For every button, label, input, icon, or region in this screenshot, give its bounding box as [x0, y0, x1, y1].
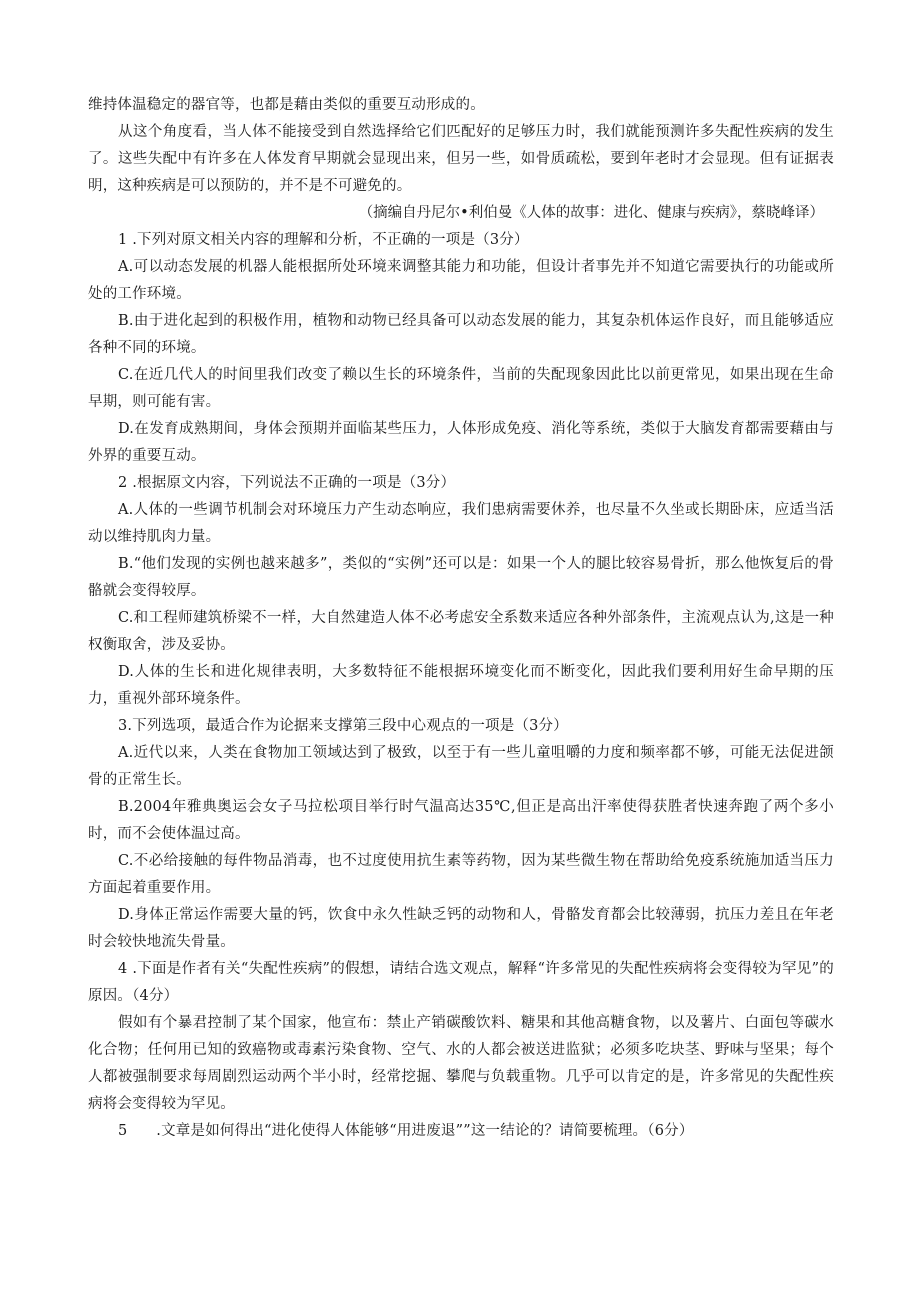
option-d: D.人体的生长和进化规律表明，大多数特征不能根据环境变化而不断变化，因此我们要利用好生命早期的压力，重视外部环境条件。 [88, 664, 834, 707]
option-a: A.近代以来，人类在食物加工领域达到了极致，以至于有一些儿童咀嚼的力度和频率都不够，可能无法促进颌骨的正常生长。 [88, 745, 834, 788]
question-2 [88, 470, 834, 713]
question-3 [88, 713, 834, 956]
option-c: C.在近几代人的时间里我们改变了赖以生长的环境条件，当前的失配现象因此比以前更常见，如果出现在生命早期，则可能有害。 [88, 367, 834, 410]
option-b: B.“他们发现的实例也越来越多”，类似的“实例”还可以是：如果一个人的腿比较容易骨折，那么他恢复后的骨骼就会变得较厚。 [88, 556, 834, 599]
option-d: D.身体正常运作需要大量的钙，饮食中永久性缺乏钙的动物和人，骨骼发育都会比较薄弱，抗压力差且在年老时会较快地流失骨量。 [88, 907, 834, 950]
option-a: A.可以动态发展的机器人能根据所处环境来调整其能力和功能，但设计者事先并不知道它需要执行的功能或所处的工作环境。 [88, 259, 834, 302]
passage-source: （摘编自丹尼尔•利伯曼《人体的故事：进化、健康与疾病》，蔡晓峰译） [358, 205, 824, 221]
question-5 [88, 1118, 834, 1145]
question-1 [88, 227, 834, 470]
question-stem: 3.下列选项，最适合作为论据来支撑第三段中心观点的一项是（3分） [118, 718, 568, 734]
option-d: D.在发育成熟期间，身体会预期并面临某些压力，人体形成免疫、消化等系统，类似于大脑发育都需要藉由与外界的重要互动。 [88, 421, 834, 464]
question-stem: 5 .文章是如何得出“进化使得人体能够“用进废退””这一结论的？请简要梳理。（6分） [118, 1123, 694, 1139]
passage-paragraph-last: 从这个角度看，当人体不能接受到自然选择给它们匹配好的足够压力时，我们就能预测许多失配性疾病的发生了。这些失配中有许多在人体发育早期就会显现出来，但另一些，如骨质疏松，要到年老时才会显现。但有证据表明，这种疾病是可以预防的，并不是不可避免的。 [88, 124, 834, 194]
question-stem: 2 .根据原文内容，下列说法不正确的一项是（3分） [118, 475, 456, 491]
question-stem: 4 .下面是作者有关“失配性疾病”的假想，请结合选文观点，解释“许多常见的失配性疾病将会变得较为罕见”的原因。（4分） [88, 961, 834, 1004]
question-stem: 1 .下列对原文相关内容的理解和分析，不正确的一项是（3分） [118, 232, 529, 248]
option-b: B.由于进化起到的积极作用，植物和动物已经具备可以动态发展的能力，其复杂机体运作良好，而且能够适应各种不同的环境。 [88, 313, 834, 356]
document-page [88, 92, 834, 1145]
option-b: B.2004年雅典奥运会女子马拉松项目举行时气温高达35℃,但正是高出汗率使得获胜者快速奔跑了两个多小时，而不会使体温过高。 [88, 799, 834, 842]
passage-paragraph-end: 维持体温稳定的器官等，也都是藉由类似的重要互动形成的。 [88, 97, 485, 113]
option-c: C.不必给接触的每件物品消毒，也不过度使用抗生素等药物，因为某些微生物在帮助给免疫系统施加适当压力方面起着重要作用。 [88, 853, 834, 896]
option-c: C.和工程师建筑桥梁不一样，大自然建造人体不必考虑安全系数来适应各种外部条件，主流观点认为,这是一种权衡取舍，涉及妥协。 [88, 610, 834, 653]
question-material: 假如有个暴君控制了某个国家，他宣布：禁止产销碳酸饮料、糖果和其他高糖食物，以及薯片、白面包等碳水化合物；任何用已知的致癌物或毒素污染食物、空气、水的人都会被送进监狱；必须多吃块茎、野味与坚果；每个人都被强制要求每周剧烈运动两个半小时，经常挖掘、攀爬与负载重物。几乎可以肯定的是，许多常见的失配性疾病将会变得较为罕见。 [88, 1015, 834, 1112]
question-4 [88, 956, 834, 1118]
option-a: A.人体的一些调节机制会对环境压力产生动态响应，我们患病需要休养，也尽量不久坐或长期卧床，应适当活动以维持肌肉力量。 [88, 502, 834, 545]
